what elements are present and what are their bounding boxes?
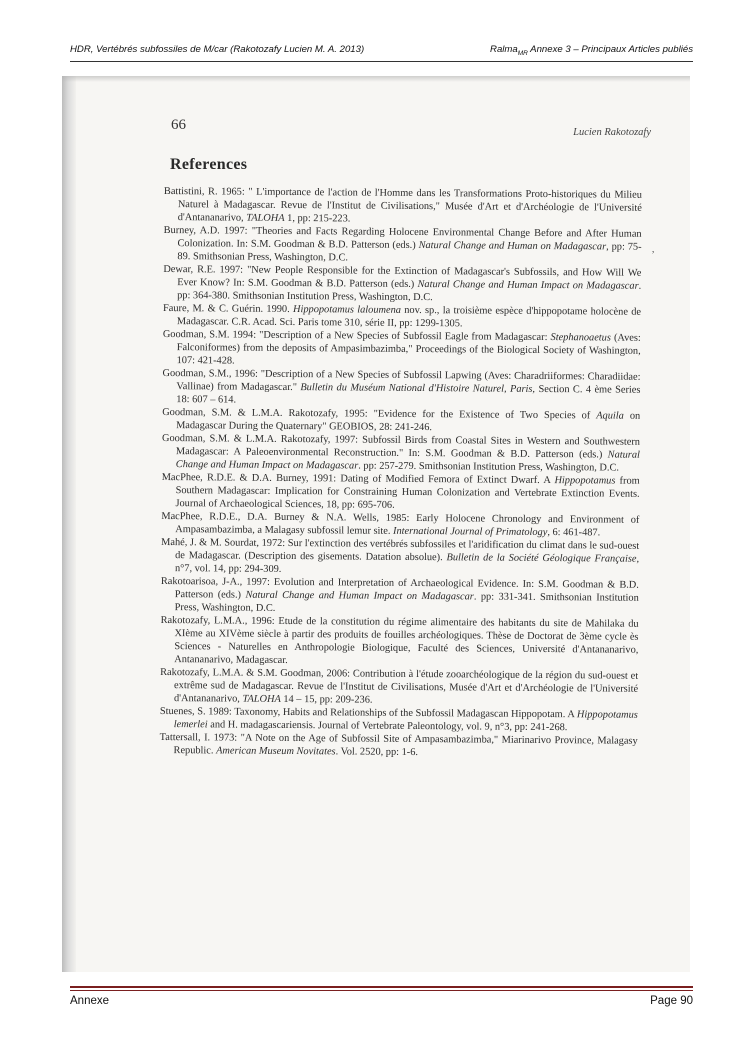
reference-entry: [161, 537, 639, 579]
reference-text-tail: . pp: 364-380. Smithsonian Institution Press, Washington, D.C.: [177, 280, 642, 303]
footer-rule-thick: [70, 986, 693, 988]
reference-text: Faure, M. & C. Guérin. 1990.: [162, 302, 294, 315]
header-annex-prefix: Ralma: [490, 44, 518, 55]
reference-entry: [164, 186, 642, 228]
reference-text-tail: , pp: 75-89. Smithsonian Press, Washington, D.C.: [177, 241, 642, 264]
reference-text-tail: nov. sp., la troisième espèce d'hippopotame holocène de Madagascar. C.R. Acad. Sci. Paris tome 310, série II, pp: 1299-1305.: [176, 304, 642, 330]
reference-italic: Bulletin de la Société Géologique Française: [446, 552, 637, 565]
reference-italic: Natural Change and Human on Madagascar: [418, 239, 607, 253]
reference-text: Rakotozafy, L.M.A. & S.M. Goodman, 2006: Contribution à l'étude zooarchéologique de la région du sud-ouest et extrême sud de Madagascar. Revue de l'Institut de Civilisations, Musée d'Art et d'Archéologie de l'Université d'Antananarivo,: [160, 667, 639, 705]
scan-speck: ,: [652, 244, 655, 254]
reference-text: Rakotozafy, L.M.A., 1996: Etude de la constitution du régime alimentaire des habitants du site de Mahilaka du XIème au XIVème siècle à partir des produits de fouilles archéologiques. Thèse de Doctorat de 3ème cycle ès Sciences - Naturelles en Anthropologie Biologique, Faculté des Sciences, Université d'Antananarivo, Antananarivo, Madagascar.: [160, 615, 639, 666]
reference-italic: American Museum Novitates: [216, 745, 336, 758]
reference-text: Goodman, S.M. & L.M.A. Rakotozafy, 1997: Subfossil Birds from Coastal Sites in Western and Southwestern Madagascar: A Paleoenvironmental Reconstruction." In: S.M. Goodman & B.D. Patterson (eds.): [161, 433, 641, 461]
reference-italic: TALOHA: [246, 212, 285, 224]
reference-entry: [163, 329, 641, 371]
reference-entry: [161, 576, 639, 618]
reference-text-tail: from Southern Madagascar: Implication for Constraining Human Colonization and Vertebrate Extinction Events. Journal of Archaeological Sciences, 18, pp: 695-706.: [175, 475, 640, 511]
reference-entry: [163, 225, 641, 267]
reference-entry: [163, 303, 641, 332]
reference-text: Tattersall, I. 1973: "A Note on the Age of Subfossil Site of Ampasambazimba," Miarinarivo Province, Malagasy Republic.: [159, 732, 638, 757]
reference-italic: International Journal of Primatology: [393, 525, 548, 539]
reference-entry: [161, 511, 639, 540]
reference-entry: [162, 368, 640, 410]
footer-page-number: Page 90: [650, 995, 693, 1007]
scan-top-shadow: [62, 76, 690, 82]
reference-entry: [163, 264, 641, 306]
reference-italic: TALOHA: [242, 693, 281, 705]
reference-entry: [160, 667, 638, 709]
reference-entry: [160, 615, 638, 670]
header-annex-label: [490, 44, 693, 57]
reference-list: [160, 186, 642, 762]
reference-text: Dewar, R.E. 1997: "New People Responsible for the Extinction of Madagascar's Subfossils, and How Will We Ever Know? In: S.M. Goodman & B.D. Patterson (eds.): [163, 263, 642, 290]
reference-italic: Natural Change and Human Impact on Madagascar: [245, 589, 474, 603]
reference-text: MacPhee, R.D.E., D.A. Burney & N.A. Wells, 1985: Early Holocene Chronology and Environment of Ampasambazimba, a Malagasy subfossil lemur site.: [161, 511, 640, 537]
header-rule: [70, 61, 693, 62]
reference-text-tail: 14 – 15, pp: 209-236.: [280, 693, 373, 706]
reference-text: Goodman, S.M. 1994: "Description of a New Species of Subfossil Eagle from Madagascar:: [162, 329, 551, 344]
reference-entry: [161, 472, 639, 514]
reference-italic: Hippopotamus: [554, 475, 616, 487]
reference-text-tail: Section C. 4 ème Series 18: 607 – 614.: [176, 383, 641, 406]
reference-text: Mahé, J. & M. Sourdat, 1972: Sur l'extinction des vertébrés subfossiles et l'aridification du climat dans le sud-ouest de Madagascar. (Description des gisements. Datation absolue).: [161, 537, 640, 564]
reference-entry: [162, 433, 640, 475]
header-title: HDR, Vertébrés subfossiles de M/car (Rakotozafy Lucien M. A. 2013): [70, 44, 365, 55]
reference-text: MacPhee, R.D.E. & D.A. Burney, 1991: Dating of Modified Femora of Extinct Dwarf. A: [161, 472, 555, 487]
reference-text: Battistini, R. 1965: " L'importance de l'action de l'Homme dans les Transformations Proto-historiques du Milieu Naturel à Madagascar. Revue de l'Institut de Civilisations," Musée d'Art et d'Archéologie de l'Université d'Antananarivo,: [163, 186, 642, 224]
reference-text-tail: (Aves: Falconiformes) from the deposits of Ampasimbazimba," Proceedings of the Biological Society of Washington, 107: 421-428.: [176, 332, 641, 367]
reference-text-tail: and H. madagascariensis. Journal of Vertebrate Paleontology, vol. 9, n°3, pp: 241-268.: [207, 719, 568, 734]
reference-entry: [160, 732, 638, 761]
footer-rule-thin: [70, 990, 693, 991]
reference-text: Goodman, S.M., 1996: "Description of a New Species of Subfossil Lapwing (Aves: Charadriiformes: Charadiidae: Vallinae) from Madagascar.": [162, 368, 641, 393]
reference-italic: Hippopotamus lemerlei: [173, 709, 638, 731]
reference-italic: Hippopotamus laloumena: [292, 303, 401, 316]
reference-entry: [160, 706, 638, 735]
reference-italic: Aquila: [596, 410, 624, 422]
reference-text-tail: . pp: 331-341. Smithsonian Institution Press, Washington, D.C.: [174, 591, 639, 614]
reference-text: Goodman, S.M. & L.M.A. Rakotozafy, 1995: "Evidence for the Existence of Two Species of: [162, 407, 597, 422]
reference-text: Rakotoarisoa, J-A., 1997: Evolution and Interpretation of Archaeological Evidence. In: S.M. Goodman & B.D. Patterson (eds.): [160, 576, 639, 601]
reference-entry: [162, 407, 640, 436]
reference-italic: Natural Change and Human Impact on Madagascar: [417, 278, 639, 292]
scan-binding-shadow: [62, 76, 76, 972]
reference-text-tail: , 6: 461-487.: [547, 527, 601, 539]
reference-text-tail: on Madagascar During the Quaternary" GEOBIOS, 28: 241-246.: [176, 410, 641, 434]
running-header: [70, 44, 693, 60]
reference-italic: Natural Change and Human Impact on Madagascar: [175, 449, 640, 472]
book-running-head: Lucien Rakotozafy: [573, 127, 651, 138]
header-annex-suffix: Annexe 3 – Principaux Articles publiés: [527, 44, 693, 55]
reference-italic: Stephanoaetus: [550, 332, 611, 344]
references-heading: References: [170, 156, 248, 173]
reference-text-tail: , n°7, vol. 14, pp: 294-309.: [174, 553, 640, 575]
reference-text-tail: . Vol. 2520, pp: 1-6.: [335, 746, 419, 759]
reference-italic: Bulletin du Muséum National d'Histoire Naturel, Paris,: [300, 381, 536, 395]
book-page-number: 66: [171, 117, 186, 133]
reference-text-tail: 1, pp: 215-223.: [284, 212, 351, 225]
reference-text: Burney, A.D. 1997: "Theories and Facts Regarding Holocene Environmental Change Before and After Human Colonization. In: S.M. Goodman & B.D. Patterson (eds.): [163, 224, 642, 251]
reference-text: Stuenes, S. 1989: Taxonomy, Habits and Relationships of the Subfossil Madagascan Hippopotam. A: [159, 706, 577, 721]
header-annex-subscript: MR: [517, 49, 528, 57]
reference-text-tail: . pp: 257-279. Smithsonian Institution Press, Washington, D.C.: [358, 460, 620, 474]
footer-section-label: Annexe: [70, 995, 110, 1007]
